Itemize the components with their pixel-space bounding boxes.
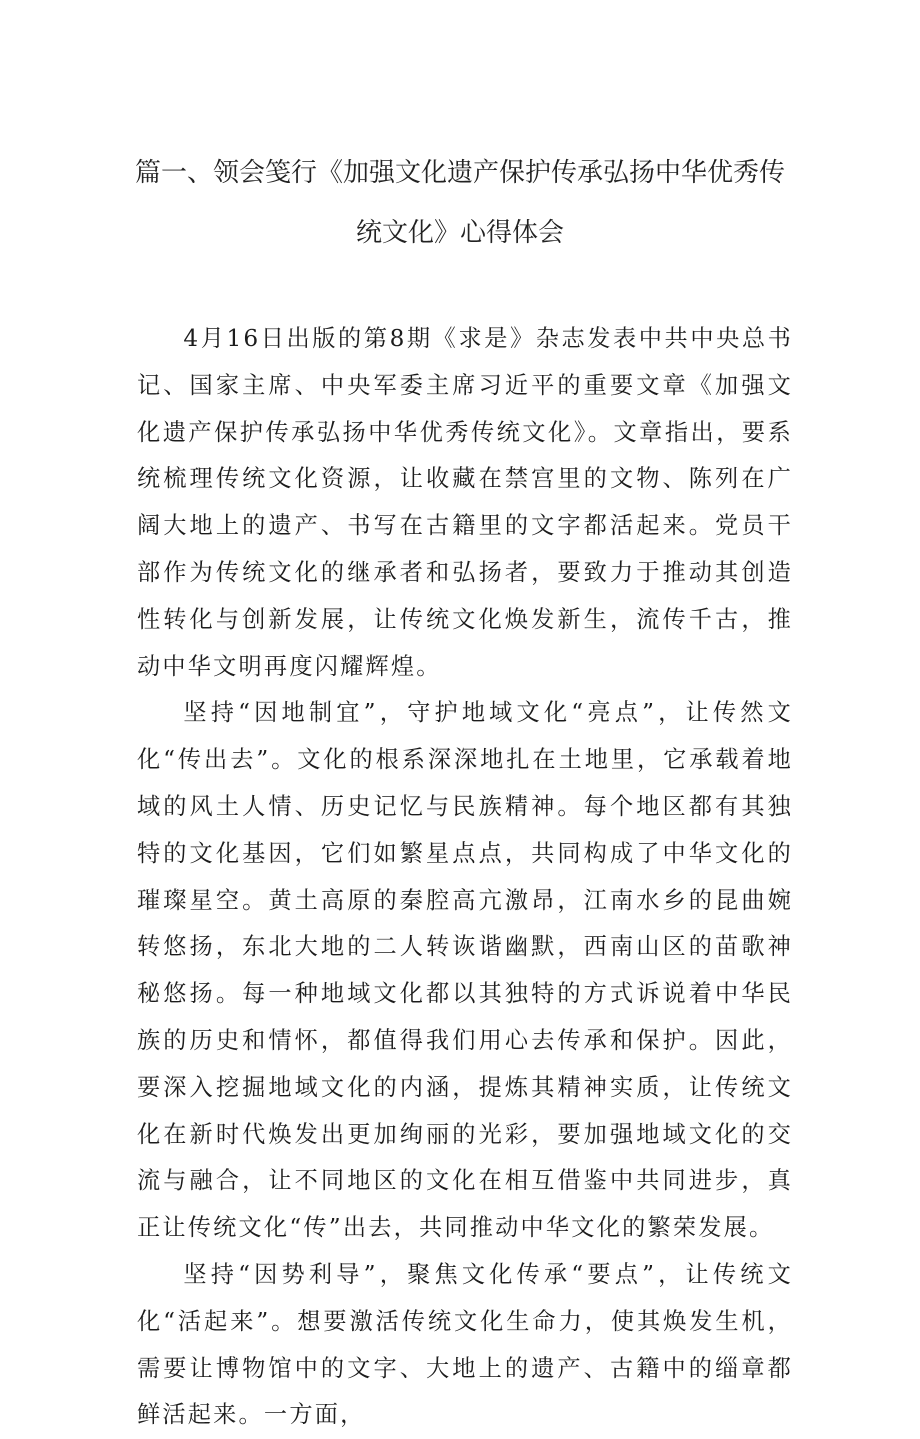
- document-title-line-1: 篇一、领会笺行《加强文化遗产保护传承弘扬中华优秀传: [134, 158, 785, 188]
- document-title-line-2: 统文化》心得体会: [355, 218, 564, 248]
- body-paragraph-1: 4月16日出版的第8期《求是》杂志发表中共中央总书记、国家主席、中央军委主席习近平的重要文章《加强文化遗产保护传承弘扬中华优秀传统文化》。文章指出，要系统梳理传统文化资源，让收藏在禁宫里的文物、陈列在广阔大地上的遗产、书写在古籍里的文字都活起来。党员干部作为传统文化的继承者和弘扬者，要致力于推动其创造性转化与创新发展，让传统文化焕发新生，流传千古，推动中华文明再度闪耀辉煌。: [137, 325, 793, 680]
- body-paragraph-2: 坚持“因地制宜”，守护地域文化“亮点”，让传然文化“传出去”。文化的根系深深地扎在土地里，它承载着地域的风土人情、历史记忆与民族精神。每个地区都有其独特的文化基因，它们如繁星点点，共同构成了中华文化的璀璨星空。黄土高原的秦腔高亢激昂，江南水乡的昆曲婉转悠扬，东北大地的二人转诙谐幽默，西南山区的苗歌神秘悠扬。每一种地域文化都以其独特的方式诉说着中华民族的历史和情怀，都值得我们用心去传承和保护。因此，要深入挖掘地域文化的内涵，提炼其精神实质，让传统文化在新时代焕发出更加绚丽的光彩，要加强地域文化的交流与融合，让不同地区的文化在相互借鉴中共同进步，真正让传统文化“传”出去，共同推动中华文化的繁荣发展。: [137, 699, 793, 1242]
- body-paragraph-3: 坚持“因势利导”，聚焦文化传承“要点”，让传统文化“活起来”。想要激活传统文化生命力，使其焕发生机，需要让博物馆中的文字、大地上的遗产、古籍中的缁章都鲜活起来。一方面，: [137, 1260, 793, 1429]
- document-body: [137, 316, 793, 1439]
